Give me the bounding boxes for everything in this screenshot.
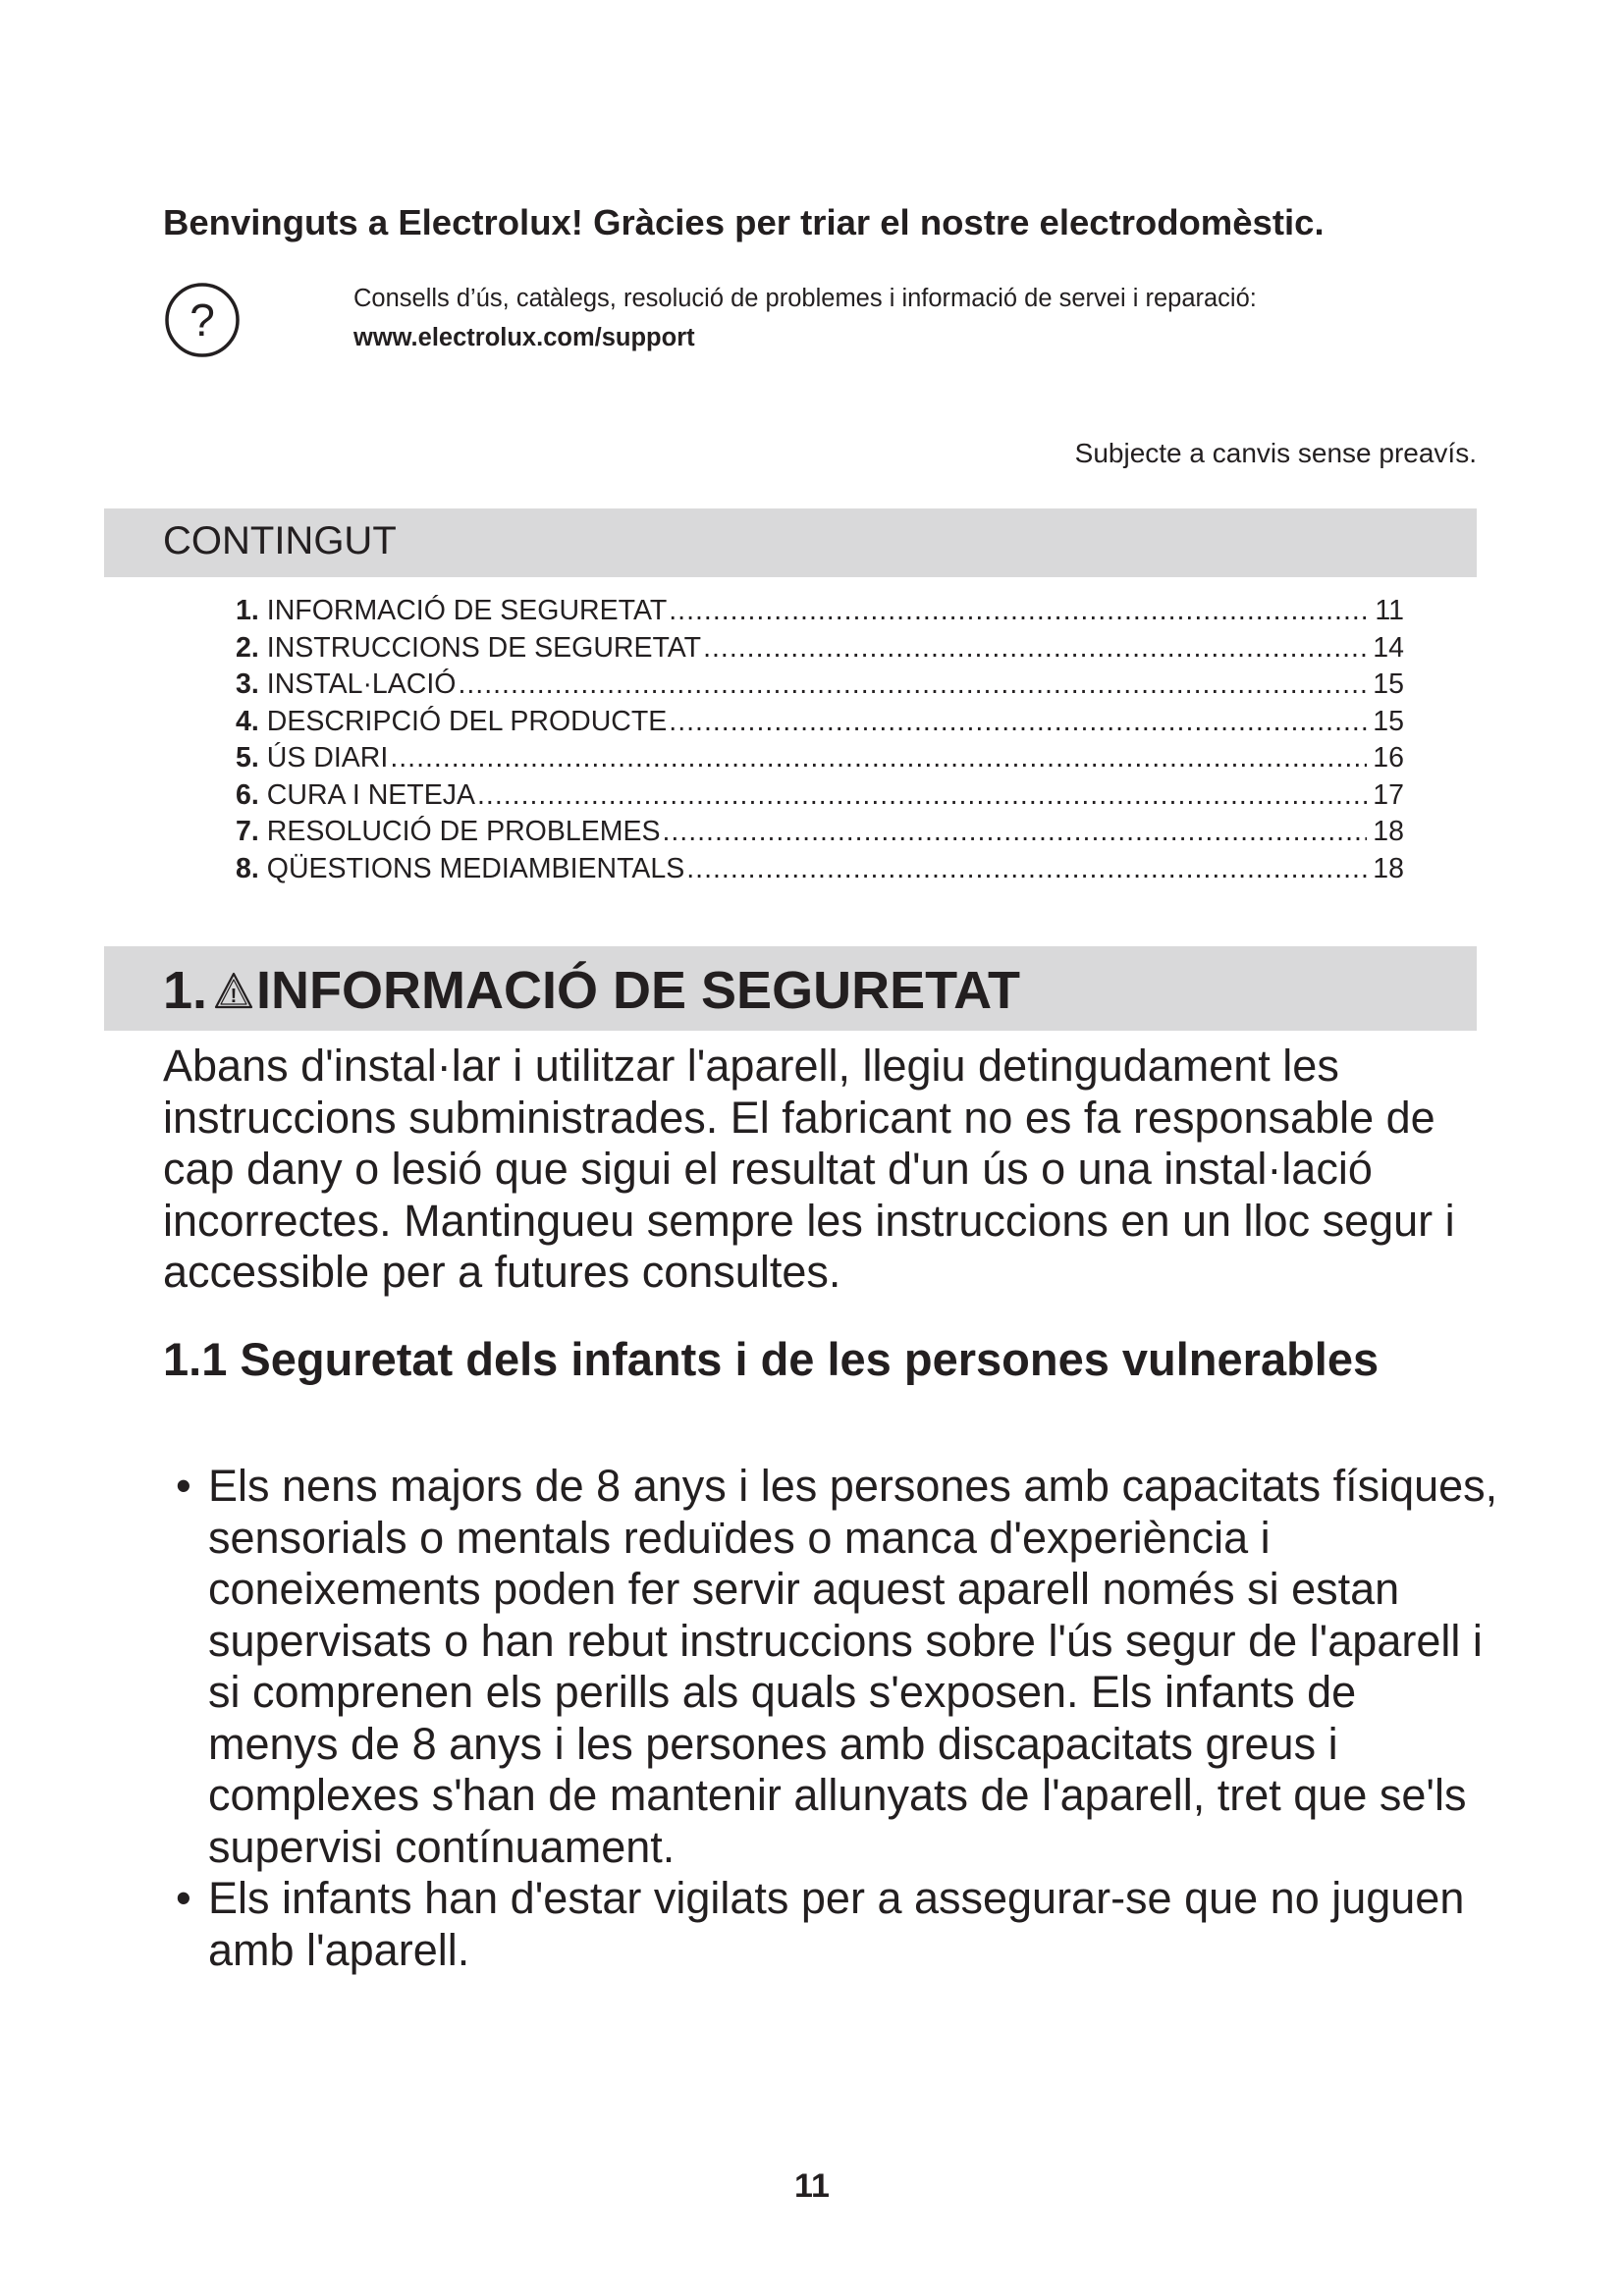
toc-leader-dots: [703, 630, 1367, 667]
support-url[interactable]: www.electrolux.com/support: [353, 324, 695, 351]
toc-item-number: 7.: [236, 816, 259, 847]
toc-item[interactable]: [236, 777, 1404, 815]
toc-item-label: CURA I NETEJA: [266, 778, 475, 811]
toc-item-number: 1.: [236, 595, 259, 626]
page-number: 11: [794, 2167, 830, 2205]
toc-item[interactable]: [236, 814, 1404, 851]
change-notice: Subjecte a canvis sense preavís.: [1074, 438, 1477, 468]
subsection-title: 1.1 Seguretat dels infants i de les persones vulnerables: [163, 1333, 1380, 1385]
bullet-item: • Els nens majors de 8 anys i les persones amb capacitats físiques, sensorials o mentals reduïdes o manca d'experiència i coneixements poden fer servir aquest aparell només si estan supervisats o han rebut instruccions sobre l'ús segur de l'aparell i si comprenen els perills als quals s'exposen. Els infants de menys de 8 anys i les persones amb discapacitats greus i complexes s'han de mantenir allunyats de l'aparell, tret que se'ls supervisi contínuament.: [163, 1461, 1498, 1873]
toc-item-number: 2.: [236, 631, 259, 664]
table-of-contents: [236, 593, 1404, 887]
support-description: Consells d’ús, catàlegs, resolució de problemes i informació de servei i reparació:: [353, 285, 1257, 312]
warning-symbol: !: [230, 986, 238, 1007]
support-info: [353, 279, 1257, 357]
toc-item-number: 4.: [236, 705, 259, 737]
toc-item[interactable]: [236, 704, 1404, 741]
section-number: 1.: [163, 961, 208, 1020]
toc-item-number: 5.: [236, 742, 259, 774]
toc-item-page: 15: [1373, 668, 1404, 700]
toc-item[interactable]: [236, 851, 1404, 888]
section-title: [163, 960, 1020, 1021]
toc-item-label: INFORMACIÓ DE SEGURETAT: [266, 595, 668, 626]
toc-leader-dots: [686, 851, 1367, 888]
toc-leader-dots: [477, 777, 1367, 815]
toc-item-page: 15: [1373, 705, 1404, 737]
welcome-heading: Benvinguts a Electrolux! Gràcies per triar el nostre electrodomèstic.: [163, 202, 1325, 242]
toc-item-label: ÚS DIARI: [266, 742, 389, 774]
toc-item-page: 18: [1373, 816, 1404, 847]
section-title-text: INFORMACIÓ DE SEGURETAT: [256, 961, 1021, 1020]
toc-item-page: 18: [1373, 852, 1404, 884]
toc-item-number: 6.: [236, 778, 259, 811]
toc-leader-dots: [390, 740, 1367, 777]
toc-item-page: 14: [1373, 631, 1404, 664]
toc-item[interactable]: [236, 667, 1404, 704]
toc-item-label: RESOLUCIÓ DE PROBLEMES: [266, 816, 661, 847]
safety-bullet-list: [163, 1461, 1498, 1976]
toc-item-page: 16: [1373, 742, 1404, 774]
toc-leader-dots: [458, 667, 1367, 704]
toc-item-label: INSTRUCCIONS DE SEGURETAT: [266, 631, 702, 664]
help-question-icon: [163, 281, 242, 359]
toc-leader-dots: [669, 704, 1367, 741]
toc-item[interactable]: [236, 593, 1404, 630]
toc-item-number: 3.: [236, 668, 259, 700]
bullet-item: • Els infants han d'estar vigilats per a assegurar-se que no juguen amb l'aparell.: [163, 1873, 1498, 1976]
toc-leader-dots: [662, 814, 1367, 851]
warning-triangle-icon: [213, 971, 254, 1010]
toc-item-label: DESCRIPCIÓ DEL PRODUCTE: [266, 705, 668, 737]
intro-paragraph: Abans d'instal·lar i utilitzar l'aparell, llegiu detingudament les instruccions subministrades. El fabricant no es fa responsable de cap dany o lesió que sigui el resultat d'un ús o una instal·lació incorrectes. Mantingueu sempre les instruccions en un lloc segur i accessible per a futures consultes.: [163, 1041, 1455, 1297]
toc-item-page: 17: [1373, 778, 1404, 811]
toc-item-number: 8.: [236, 852, 259, 884]
contents-title: CONTINGUT: [163, 519, 397, 562]
toc-item-page: 11: [1375, 595, 1404, 626]
toc-item[interactable]: [236, 740, 1404, 777]
help-question-symbol: ?: [189, 294, 215, 346]
toc-item[interactable]: [236, 630, 1404, 667]
toc-leader-dots: [669, 593, 1369, 630]
toc-item-label: INSTAL·LACIÓ: [266, 668, 457, 700]
toc-item-label: QÜESTIONS MEDIAMBIENTALS: [266, 852, 685, 884]
